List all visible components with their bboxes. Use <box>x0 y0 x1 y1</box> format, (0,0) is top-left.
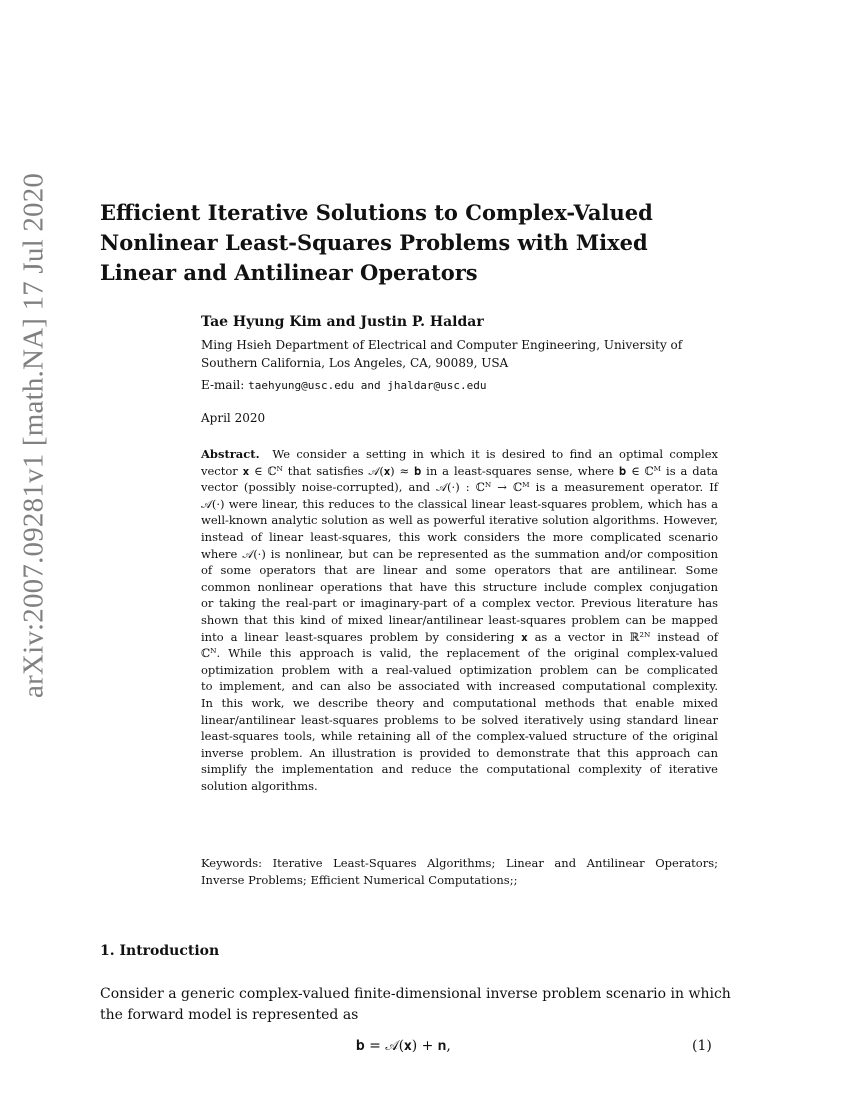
abstract-line: least-squares tools, while retaining all of the complex-valued structure of the original <box>201 729 718 744</box>
abstract-line: to implement, and can also be associated with increased computational complexity. <box>201 679 718 694</box>
equation-number: (1) <box>692 1038 712 1054</box>
email-addresses: taehyung@usc.edu and jhaldar@usc.edu <box>248 379 487 392</box>
abstract-line: vector (possibly noise-corrupted), and 𝒜(·) : ℂᴺ → ℂᴹ is a measurement operator. If <box>201 480 718 495</box>
abstract <box>201 446 718 794</box>
abstract-line: 𝒜(·) were linear, this reduces to the classical linear least-squares problem, which has a <box>201 496 718 511</box>
abstract-line: or taking the real-part or imaginary-part of a complex vector. Previous literature has <box>201 596 718 611</box>
abstract-line: inverse problem. An illustration is provided to demonstrate that this approach can <box>201 745 718 760</box>
title-line: Linear and Antilinear Operators <box>100 260 478 285</box>
abstract-line: common nonlinear operations that have this structure include complex conjugation <box>201 579 718 594</box>
abstract-label: Abstract. <box>201 447 260 461</box>
abstract-line: In this work, we describe theory and computational methods that enable mixed <box>201 695 718 710</box>
abstract-line: of some operators that are linear and some operators that are antilinear. Some <box>201 563 718 578</box>
paper-date: April 2020 <box>201 411 266 425</box>
equation-1: 𝐛 = 𝒜(𝐱) + 𝐧, <box>356 1038 451 1054</box>
paper-title <box>100 198 680 288</box>
intro-line: the forward model is represented as <box>100 1007 359 1023</box>
abstract-line: well-known analytic solution as well as powerful iterative solution algorithms. However, <box>201 513 718 528</box>
section-heading-introduction: 1. Introduction <box>100 943 220 959</box>
abstract-line: shown that this kind of mixed linear/antilinear least-squares problem can be mapped <box>201 612 718 627</box>
abstract-line: solution algorithms. <box>201 778 318 793</box>
keywords-line: Keywords: Iterative Least-Squares Algorithms; Linear and Antilinear Operators; <box>201 856 718 870</box>
email-line <box>201 378 487 392</box>
keywords <box>201 855 718 889</box>
keywords-line: Inverse Problems; Efficient Numerical Computations;; <box>201 873 518 887</box>
abstract-line: vector 𝐱 ∈ ℂᴺ that satisfies 𝒜(𝐱) ≈ 𝐛 in a least-squares sense, where 𝐛 ∈ ℂᴹ is a data <box>201 463 718 478</box>
abstract-first-line-text: We consider a setting in which it is desired to find an optimal complex <box>272 447 719 461</box>
affiliation <box>201 336 701 372</box>
introduction-paragraph <box>100 984 731 1026</box>
arxiv-identifier-stamp: arXiv:2007.09281v1 [math.NA] 17 Jul 2020 <box>17 172 50 698</box>
email-label: E-mail: <box>201 378 245 392</box>
affiliation-line: Southern California, Los Angeles, CA, 90089, USA <box>201 356 509 370</box>
title-line: Nonlinear Least-Squares Problems with Mixed <box>100 230 648 255</box>
abstract-line: into a linear least-squares problem by considering 𝐱 as a vector in ℝ²ᴺ instead of <box>201 629 718 644</box>
abstract-line: ℂᴺ. While this approach is valid, the replacement of the original complex-valued <box>201 646 718 661</box>
abstract-line: instead of linear least-squares, this work considers the more complicated scenario <box>201 529 718 544</box>
authors: Tae Hyung Kim and Justin P. Haldar <box>201 314 484 330</box>
abstract-line: where 𝒜(·) is nonlinear, but can be represented as the summation and/or composition <box>201 546 718 561</box>
affiliation-line: Ming Hsieh Department of Electrical and Computer Engineering, University of <box>201 338 683 352</box>
abstract-line: optimization problem with a real-valued optimization problem can be complicated <box>201 662 718 677</box>
abstract-line: simplify the implementation and reduce the computational complexity of iterative <box>201 762 718 777</box>
abstract-line <box>201 446 718 463</box>
title-line: Efficient Iterative Solutions to Complex-Valued <box>100 200 653 225</box>
intro-line: Consider a generic complex-valued finite-dimensional inverse problem scenario in which <box>100 986 731 1002</box>
abstract-line: linear/antilinear least-squares problems to be solved iteratively using standard linear <box>201 712 718 727</box>
